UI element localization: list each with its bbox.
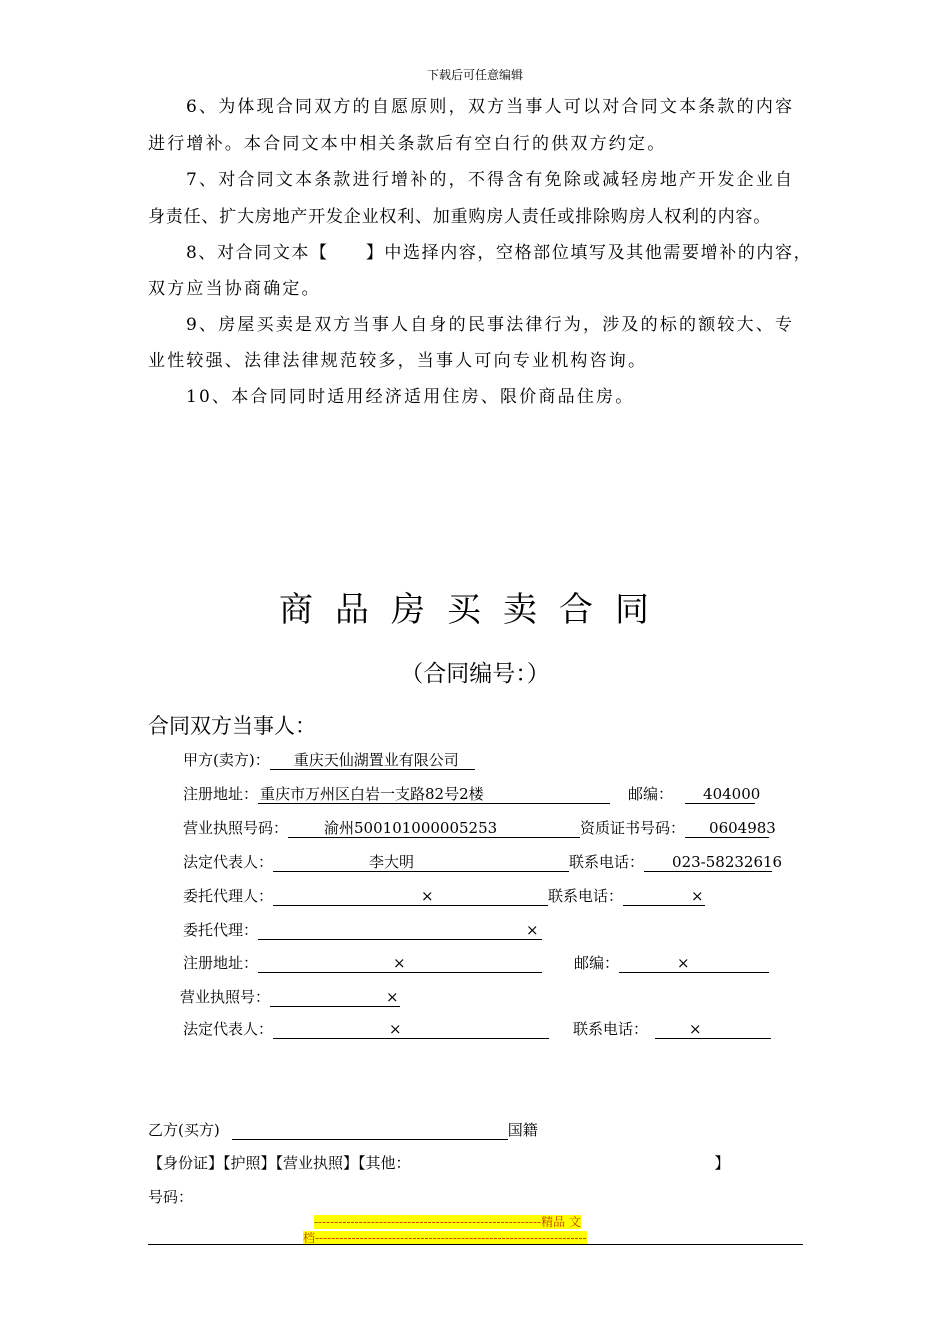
parties-heading: 合同双方当事人： (148, 714, 316, 738)
seller-address-row (183, 783, 761, 804)
agency-postcode-value: × (677, 954, 690, 972)
seller-qual-field (685, 819, 776, 838)
seller-name: 重庆天仙湖置业有限公司 (293, 751, 459, 769)
agency-value: × (526, 921, 539, 939)
agent-row (183, 885, 705, 906)
buyer-name-field (232, 1121, 508, 1140)
seller-license-label: 营业执照号码： (183, 819, 289, 837)
agency-license-row (180, 986, 400, 1007)
seller-phone-label: 联系电话： (569, 853, 645, 871)
agency-phone-label: 联系电话： (573, 1020, 649, 1038)
agency-license-value: × (386, 988, 399, 1006)
seller-license: 渝州500101000005253 (324, 819, 498, 837)
agent-value: × (421, 887, 434, 905)
clause-7-line-1: 7、对合同文本条款进行增补的，不得含有免除或减轻房地产开发企业自 (186, 170, 795, 190)
seller-phone: 023-58232616 (672, 853, 783, 871)
footer-watermark-1: --------------------------------------------------------精品 文 (314, 1215, 581, 1229)
seller-postcode: 404000 (703, 785, 761, 803)
seller-address: 重庆市万州区白岩一支路82号2楼 (260, 785, 484, 803)
seller-rep: 李大明 (369, 853, 415, 871)
agency-rep-row (183, 1018, 771, 1039)
buyer-label: 乙方(买方) (148, 1121, 220, 1139)
seller-row (183, 749, 475, 770)
agent-phone-label: 联系电话： (548, 887, 624, 905)
clause-9-line-1: 9、房屋买卖是双方当事人自身的民事法律行为，涉及的标的额较大、专 (186, 315, 795, 335)
seller-license-row (183, 817, 776, 838)
seller-license-field (288, 819, 580, 838)
agency-license-label: 营业执照号： (180, 988, 271, 1006)
agent-phone-value: × (691, 887, 704, 905)
contract-number: （合同编号：） (400, 661, 550, 687)
clause-8-line-2: 双方应当协商确定。 (148, 279, 321, 299)
buyer-id-types: 【身份证】【护照】【营业执照】【其他： (148, 1154, 411, 1172)
agency-phone-value: × (689, 1020, 702, 1038)
seller-qual: 0604983 (709, 819, 776, 837)
clause-7-line-2: 身责任、扩大房地产开发企业权利、加重购房人责任或排除购房人权利的内容。 (148, 207, 771, 227)
seller-name-field (270, 751, 475, 770)
seller-rep-field (273, 853, 569, 872)
footer-watermark-2: 档------------------------------------------------------------------- (303, 1231, 587, 1245)
buyer-id-row (148, 1152, 730, 1173)
seller-postcode-field (685, 785, 761, 804)
buyer-number-label: 号码： (148, 1188, 194, 1206)
agency-address-row (183, 952, 769, 973)
seller-postcode-label: 邮编： (628, 785, 674, 803)
agency-label: 委托代理： (183, 921, 259, 939)
clause-10: 10、本合同同时适用经济适用住房、限价商品住房。 (186, 387, 635, 407)
contract-title: 商品房买卖合同 (279, 590, 671, 630)
agency-row (183, 919, 542, 940)
seller-address-label: 注册地址： (183, 785, 259, 803)
agency-rep-field (273, 1020, 549, 1039)
seller-address-field (258, 785, 610, 804)
agency-address-label: 注册地址： (183, 954, 259, 972)
agent-field (273, 887, 548, 906)
agency-postcode-label: 邮编： (574, 954, 620, 972)
agency-rep-label: 法定代表人： (183, 1020, 274, 1038)
clause-9-line-2: 业性较强、法律法律规范较多，当事人可向专业机构咨询。 (148, 351, 648, 371)
buyer-id-close: 】 (714, 1154, 730, 1172)
buyer-row (148, 1119, 538, 1140)
agency-address-value: × (393, 954, 406, 972)
buyer-number-row (148, 1186, 193, 1207)
agent-phone-field (623, 887, 705, 906)
agency-address-field (258, 954, 542, 973)
buyer-nationality-label: 国籍 (507, 1121, 538, 1139)
agency-phone-field (655, 1020, 771, 1039)
clause-8-line-1: 8、对合同文本【 】中选择内容，空格部位填写及其他需要增补的内容， (186, 243, 813, 263)
agency-postcode-field (619, 954, 769, 973)
agent-label: 委托代理人： (183, 887, 274, 905)
seller-qual-label: 资质证书号码： (580, 819, 686, 837)
footer-rule (148, 1244, 803, 1245)
page-header: 下载后可任意编辑 (426, 68, 523, 82)
seller-rep-row (183, 851, 783, 872)
agency-field (258, 921, 542, 940)
clause-6-line-1: 6、为体现合同双方的自愿原则，双方当事人可以对合同文本条款的内容 (186, 97, 795, 117)
seller-label: 甲方(卖方)： (183, 751, 270, 769)
clause-6-line-2: 进行增补。本合同文本中相关条款后有空白行的供双方约定。 (148, 134, 667, 154)
seller-rep-label: 法定代表人： (183, 853, 274, 871)
agency-license-field (270, 988, 400, 1007)
seller-phone-field (644, 853, 783, 872)
agency-rep-value: × (389, 1020, 402, 1038)
